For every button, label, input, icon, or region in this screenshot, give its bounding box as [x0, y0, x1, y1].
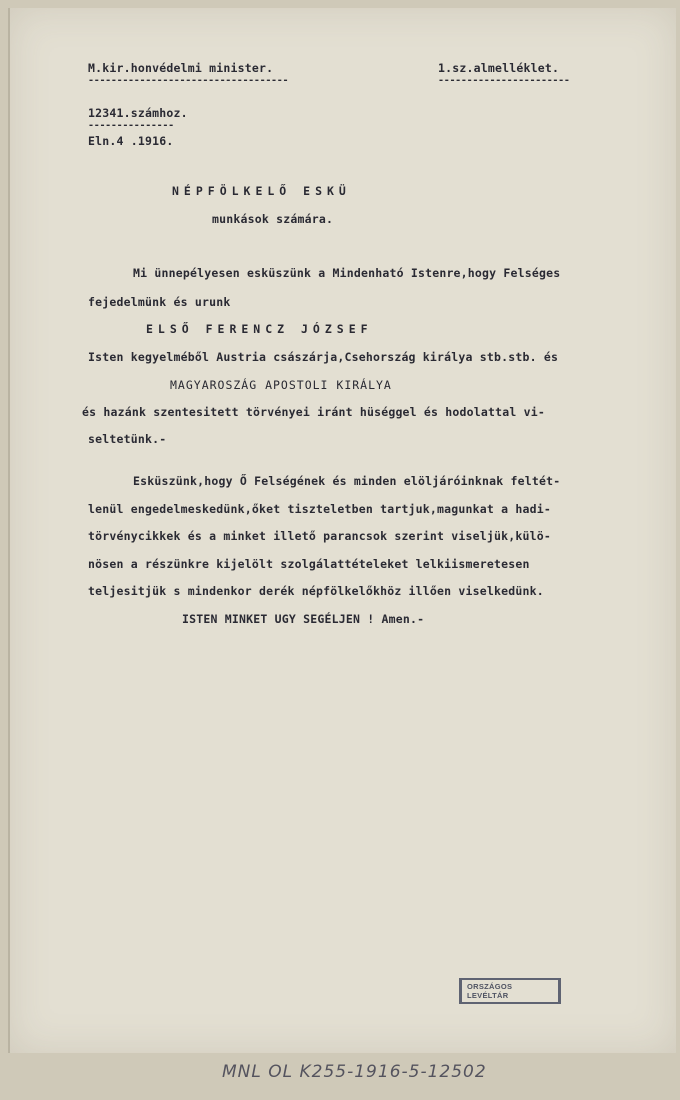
oath-line: és hazánk szentesitett törvényei iránt hüséggel és hodolattal vi-: [82, 405, 546, 419]
reference-underline: ---------------: [88, 120, 174, 131]
reference-number: 12341.számhoz.: [88, 106, 188, 120]
reference-code: Eln.4 .1916.: [88, 134, 174, 148]
oath-line: Isten kegyelméből Austria császárja,Csehország királya stb.stb. és: [88, 350, 559, 364]
monarch-name: ELSŐ FERENCZ JÓZSEF: [146, 322, 373, 336]
annex-underline: -----------------------: [438, 75, 570, 86]
monarch-title: MAGYAROSZÁG APOSTOLI KIRÁLYA: [170, 378, 392, 392]
document-title: NÉPFÖLKELŐ ESKÜ: [172, 184, 351, 198]
ministry-underline: -----------------------------------: [88, 75, 289, 86]
oath-line: fejedelmünk és urunk: [88, 295, 231, 309]
oath-line: teljesitjük s mindenkor derék népfölkelőkhöz illően viselkedünk.: [88, 584, 544, 598]
closing-line: ISTEN MINKET UGY SEGÉLJEN ! Amen.-: [182, 612, 425, 626]
annex-label: 1.sz.almelléklet.: [438, 61, 560, 75]
oath-line: seltetünk.-: [88, 432, 167, 446]
oath-line: törvénycikkek és a minket illető parancsok szerint viseljük,külö-: [88, 529, 552, 543]
document-subtitle: munkások számára.: [212, 212, 334, 226]
archive-stamp-text: ORSZÁGOS LEVÉLTÁR: [461, 979, 559, 1003]
oath-line: Esküszünk,hogy Ő Felségének és minden elöljáróinknak feltét-: [133, 474, 561, 488]
archive-reference: MNL OL K255-1916-5-12502: [222, 1062, 487, 1082]
archive-stamp: [459, 978, 561, 1004]
ministry-heading: M.kir.honvédelmi minister.: [88, 61, 274, 75]
oath-line: Mi ünnepélyesen esküszünk a Mindenható Istenre,hogy Felséges: [133, 266, 561, 280]
oath-line: lenül engedelmeskedünk,őket tiszteletben tartjuk,magunkat a hadi-: [88, 502, 552, 516]
oath-line: nösen a részünkre kijelölt szolgálattételeket lelkiismeretesen: [88, 557, 530, 571]
